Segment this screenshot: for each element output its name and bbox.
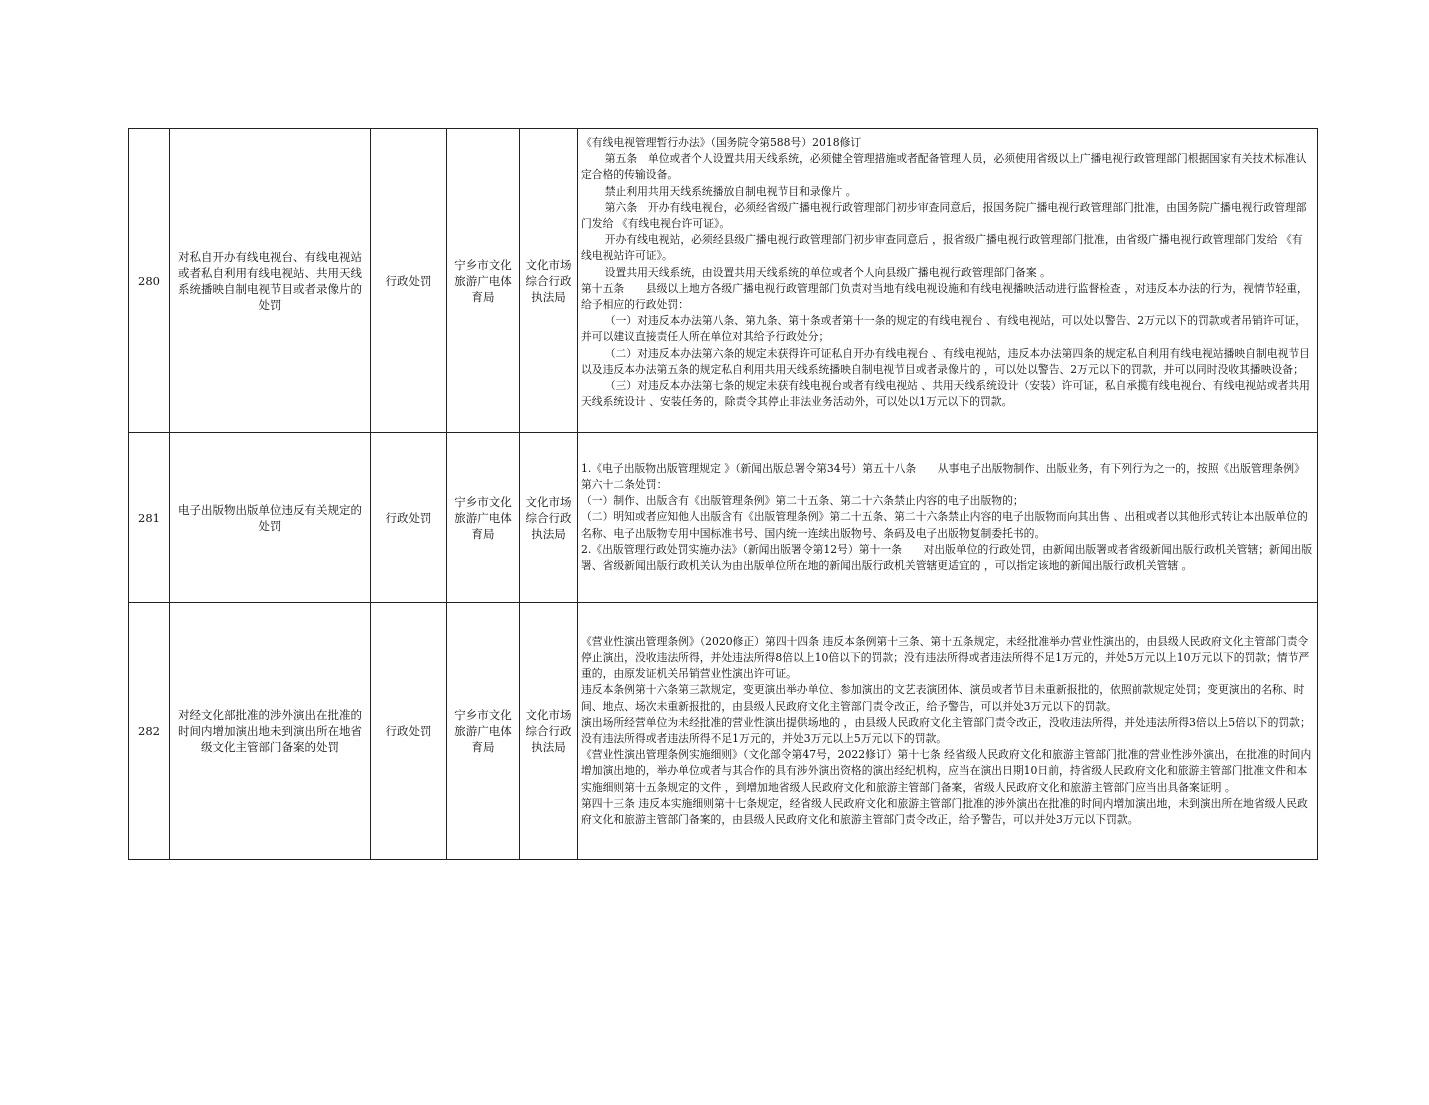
legal-basis (578, 129, 1318, 433)
enforcement-organization: 文化市场综合行政执法局 (520, 433, 578, 603)
legal-basis (578, 603, 1318, 860)
enforcement-items-table (128, 128, 1318, 860)
item-type: 行政处罚 (371, 603, 447, 860)
basis-paragraph: 第六条 开办有线电视台，必须经省级广播电视行政管理部门初步审查同意后，报国务院广播电视行政管理部门批准，由国务院广播电视行政管理部门发给 《有线电视台许可证》。 (581, 200, 1307, 231)
legal-basis-content (581, 135, 1313, 426)
table-row (129, 603, 1318, 860)
enforcement-organization: 文化市场综合行政执法局 (520, 603, 578, 860)
item-name: 对经文化部批准的涉外演出在批准的时间内增加演出地未到演出所在地省级文化主管部门备案的处罚 (170, 603, 371, 860)
item-name: 对私自开办有线电视台、有线电视站或者私自利用有线电视站、共用天线系统播映自制电视节目或者录像片的处罚 (170, 129, 371, 433)
basis-paragraph: 第十五条 县级以上地方各级广播电视行政管理部门负责对当地有线电视设施和有线电视播映活动进行监督检查 ，对违反本办法的行为，视情节轻重，给予相应的行政处罚： (581, 281, 1308, 312)
basis-paragraph: 演出场所经营单位为未经批准的营业性演出提供场地的 ，由县级人民政府文化主管部门责令改正，没收违法所得，并处违法所得3倍以上5倍以下的罚款；没有违法所得或者违法所得不足1万元的，并处3万元以上5万元以下的罚款。 (581, 715, 1311, 745)
table-row (129, 433, 1318, 603)
basis-paragraph: 《营业性演出管理条例实施细则》（文化部令第47号，2022修订）第十七条 经省级人民政府文化和旅游主管部门批准的营业性涉外演出，在批准的时间内增加演出地的，举办单位或者与其合作的具有涉外演出资格的演出经纪机构，应当在演出日期10日前，持省级人民政府文化和旅游主管部门批准文件和本实施细则第十五条规定的文件 ，到增加地省级人民政府文化和旅游主管部门备案，省级人民政府文化和旅游主管部门应当出具备案证明 。 (581, 748, 1312, 794)
basis-paragraph: （一）制作、出版含有《出版管理条例》第二十五条、第二十六条禁止内容的电子出版物的； (581, 494, 1024, 508)
responsible-department: 宁乡市文化旅游广电体育局 (447, 603, 520, 860)
legal-basis (578, 433, 1318, 603)
basis-paragraph: 1.《电子出版物出版管理规定 》（新闻出版总署令第34号）第五十八条 从事电子出版物制作、出版业务，有下列行为之一的，按照《出版管理条例》第六十二条处罚： (581, 461, 1305, 491)
item-name: 电子出版物出版单位违反有关规定的处罚 (170, 433, 371, 603)
basis-paragraph: 第四十三条 违反本实施细则第十七条规定，经省级人民政府文化和旅游主管部门批准的涉外演出在批准的时间内增加演出地，未到演出所在地省级人民政府文化和旅游主管部门备案的，由县级人民政府文化和旅游主管部门责令改正，给予警告，可以并处3万元以下罚款。 (581, 796, 1308, 827)
basis-paragraph: 禁止利用共用天线系统播放自制电视节目和录像片 。 (604, 184, 857, 198)
basis-paragraph: （二）对违反本办法第六条的规定未获得许可证私自开办有线电视台 、有线电视站，违反本办法第四条的规定私自利用有线电视站播映自制电视节目以及违反本办法第五条的规定私自利用共用天线系统播映自制电视节目或者录像片的 ，可以处以警告、2万元以下的罚款，并可以同时没收其播映设备； (581, 346, 1310, 376)
responsible-department: 宁乡市文化旅游广电体育局 (447, 129, 520, 433)
item-type: 行政处罚 (371, 433, 447, 603)
basis-paragraph: 2.《出版管理行政处罚实施办法》（新闻出版署令第12号）第十一条 对出版单位的行政处罚，由新闻出版署或者省级新闻出版行政机关管辖；新闻出版署、省级新闻出版行政机关认为由出版单位所在地的新闻出版行政机关管辖更适宜的 ，可以指定该地的新闻出版行政机关管辖 。 (581, 542, 1313, 572)
responsible-department: 宁乡市文化旅游广电体育局 (447, 433, 520, 603)
item-number: 280 (129, 129, 170, 433)
basis-paragraph: 开办有线电视站，必须经县级广播电视行政管理部门初步审查同意后 ，报省级广播电视行政管理部门批准，由省级广播电视行政管理部门发给 《有线电视站许可证》。 (581, 233, 1303, 263)
basis-paragraph: （二）明知或者应知他人出版含有《出版管理条例》第二十五条、第二十六条禁止内容的电子出版物而向其出售 、出租或者以其他形式转让本出版单位的名称、电子出版物专用中国标准书号、国内统一连续出版物号、条码及电子出版物复制委托书的。 (581, 510, 1308, 540)
table-row (129, 129, 1318, 433)
item-number: 281 (129, 433, 170, 603)
basis-paragraph: 违反本条例第十六条第三款规定，变更演出举办单位、参加演出的文艺表演团体、演员或者节目未重新报批的，依照前款规定处罚；变更演出的名称、时间、地点、场次未重新报批的，由县级人民政府文化主管部门责令改正，给予警告，可以并处3万元以下的罚款。 (581, 683, 1305, 713)
item-number: 282 (129, 603, 170, 860)
basis-paragraph: 《有线电视管理暂行办法》（国务院令第588号）2018修订 (581, 136, 862, 149)
enforcement-organization: 文化市场综合行政执法局 (520, 129, 578, 433)
item-type: 行政处罚 (371, 129, 447, 433)
basis-paragraph: 第五条 单位或者个人设置共用天线系统，必须健全管理措施或者配备管理人员，必须使用省级以上广播电视行政管理部门根据国家有关技术标准认定合格的传输设备。 (581, 152, 1307, 182)
basis-paragraph: （一）对违反本办法第八条、第九条、第十条或者第十一条的规定的有线电视台 、有线电视站，可以处以警告、2万元以下的罚款或者吊销许可证，并可以建议直接责任人所在单位对其给予行政处分； (581, 314, 1307, 344)
basis-paragraph: 设置共用天线系统，由设置共用天线系统的单位或者个人向县级广播电视行政管理部门备案 。 (604, 265, 1051, 279)
basis-paragraph: 《营业性演出管理条例》（2020修正）第四十四条 违反本条例第十三条、第十五条规定，未经批准举办营业性演出的，由县级人民政府文化主管部门责令停止演出，没收违法所得，并处违法所得8倍以上10倍以下的罚款；没有违法所得或者违法所得不足1万元的，并处5万元以上10万元以下的罚款；情节严重的，由原发证机关吊销营业性演出许可证。 (581, 634, 1310, 681)
basis-paragraph: （三）对违反本办法第七条的规定未获有线电视台或者有线电视站 、共用天线系统设计（安装）许可证，私自承揽有线电视台、有线电视站或者共用天线系统设计 、安装任务的，除责令其停止非法业务活动外，可以处以1万元以下的罚款。 (581, 379, 1310, 409)
